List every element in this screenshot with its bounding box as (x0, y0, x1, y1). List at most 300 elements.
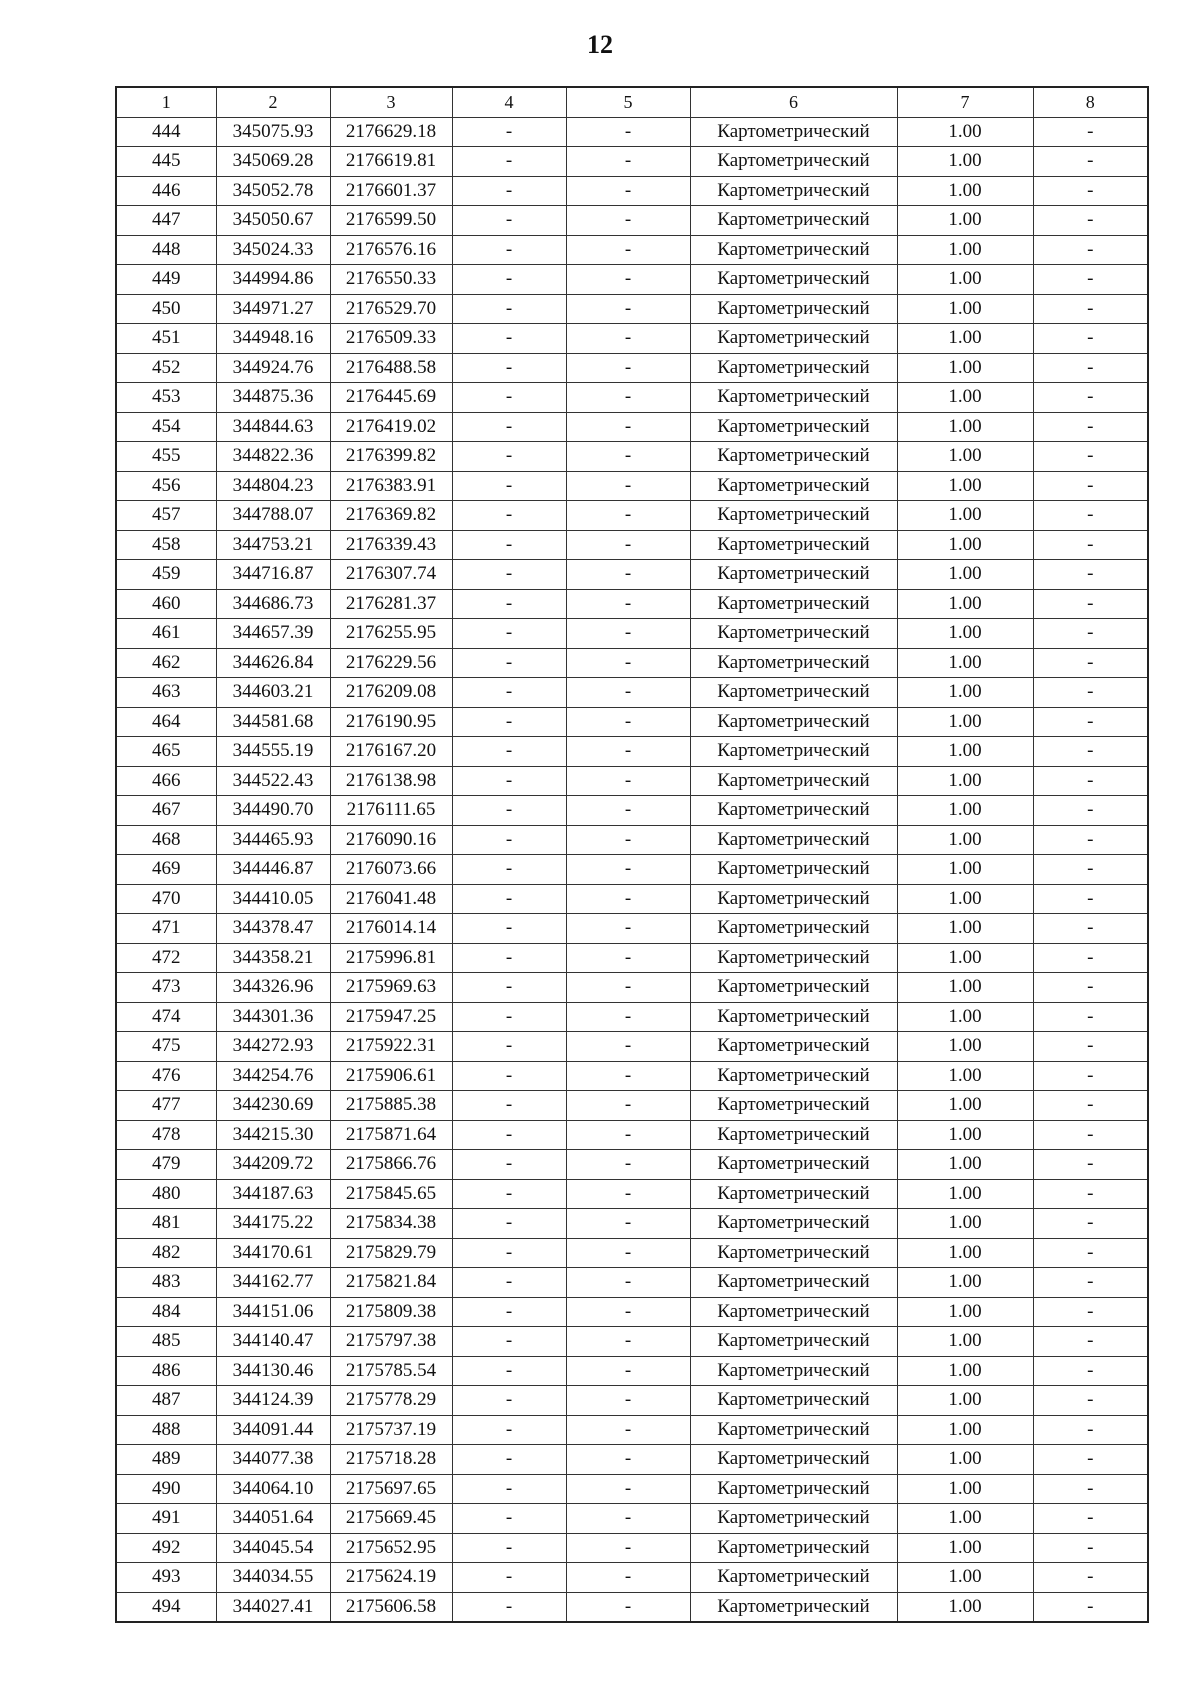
col5-cell: - (566, 353, 690, 383)
method-cell: Картометрический (690, 737, 897, 767)
accuracy-cell: 1.00 (897, 1474, 1033, 1504)
y-coordinate-cell: 2175947.25 (330, 1002, 452, 1032)
col4-cell: - (452, 914, 566, 944)
point-number-cell: 474 (116, 1002, 216, 1032)
accuracy-cell: 1.00 (897, 648, 1033, 678)
col4-cell: - (452, 589, 566, 619)
accuracy-cell: 1.00 (897, 324, 1033, 354)
x-coordinate-cell: 344124.39 (216, 1386, 330, 1416)
col8-cell: - (1033, 176, 1148, 206)
method-cell: Картометрический (690, 1120, 897, 1150)
accuracy-cell: 1.00 (897, 855, 1033, 885)
col8-cell: - (1033, 914, 1148, 944)
col5-cell: - (566, 973, 690, 1003)
x-coordinate-cell: 344170.61 (216, 1238, 330, 1268)
method-cell: Картометрический (690, 1504, 897, 1534)
col5-cell: - (566, 1238, 690, 1268)
table-row (116, 1061, 1148, 1091)
col8-cell: - (1033, 1474, 1148, 1504)
column-header: 1 (116, 87, 216, 117)
table-row (116, 235, 1148, 265)
table-row (116, 1091, 1148, 1121)
point-number-cell: 462 (116, 648, 216, 678)
col8-cell: - (1033, 884, 1148, 914)
point-number-cell: 484 (116, 1297, 216, 1327)
col5-cell: - (566, 383, 690, 413)
table-row (116, 147, 1148, 177)
accuracy-cell: 1.00 (897, 176, 1033, 206)
col5-cell: - (566, 117, 690, 147)
x-coordinate-cell: 344254.76 (216, 1061, 330, 1091)
col4-cell: - (452, 412, 566, 442)
col5-cell: - (566, 1533, 690, 1563)
col4-cell: - (452, 176, 566, 206)
accuracy-cell: 1.00 (897, 943, 1033, 973)
col4-cell: - (452, 383, 566, 413)
col5-cell: - (566, 324, 690, 354)
y-coordinate-cell: 2176111.65 (330, 796, 452, 826)
point-number-cell: 460 (116, 589, 216, 619)
point-number-cell: 487 (116, 1386, 216, 1416)
y-coordinate-cell: 2176599.50 (330, 206, 452, 236)
col5-cell: - (566, 471, 690, 501)
accuracy-cell: 1.00 (897, 766, 1033, 796)
point-number-cell: 470 (116, 884, 216, 914)
col5-cell: - (566, 678, 690, 708)
col4-cell: - (452, 1474, 566, 1504)
method-cell: Картометрический (690, 353, 897, 383)
col8-cell: - (1033, 1120, 1148, 1150)
accuracy-cell: 1.00 (897, 737, 1033, 767)
col5-cell: - (566, 265, 690, 295)
method-cell: Картометрический (690, 235, 897, 265)
table-row (116, 1268, 1148, 1298)
col4-cell: - (452, 943, 566, 973)
col4-cell: - (452, 973, 566, 1003)
col5-cell: - (566, 1120, 690, 1150)
table-row (116, 1563, 1148, 1593)
accuracy-cell: 1.00 (897, 973, 1033, 1003)
col5-cell: - (566, 235, 690, 265)
x-coordinate-cell: 344358.21 (216, 943, 330, 973)
col4-cell: - (452, 1327, 566, 1357)
col4-cell: - (452, 1297, 566, 1327)
method-cell: Картометрический (690, 619, 897, 649)
col5-cell: - (566, 560, 690, 590)
col5-cell: - (566, 1032, 690, 1062)
accuracy-cell: 1.00 (897, 1533, 1033, 1563)
accuracy-cell: 1.00 (897, 353, 1033, 383)
x-coordinate-cell: 345050.67 (216, 206, 330, 236)
col8-cell: - (1033, 1592, 1148, 1622)
col5-cell: - (566, 796, 690, 826)
table-row (116, 678, 1148, 708)
point-number-cell: 461 (116, 619, 216, 649)
method-cell: Картометрический (690, 648, 897, 678)
table-row (116, 619, 1148, 649)
table-row (116, 796, 1148, 826)
table-row (116, 1504, 1148, 1534)
y-coordinate-cell: 2175922.31 (330, 1032, 452, 1062)
x-coordinate-cell: 344804.23 (216, 471, 330, 501)
x-coordinate-cell: 344175.22 (216, 1209, 330, 1239)
point-number-cell: 464 (116, 707, 216, 737)
method-cell: Картометрический (690, 265, 897, 295)
col4-cell: - (452, 353, 566, 383)
x-coordinate-cell: 344326.96 (216, 973, 330, 1003)
x-coordinate-cell: 344581.68 (216, 707, 330, 737)
col4-cell: - (452, 1445, 566, 1475)
point-number-cell: 456 (116, 471, 216, 501)
point-number-cell: 449 (116, 265, 216, 295)
y-coordinate-cell: 2176255.95 (330, 619, 452, 649)
y-coordinate-cell: 2176307.74 (330, 560, 452, 590)
y-coordinate-cell: 2176619.81 (330, 147, 452, 177)
x-coordinate-cell: 344077.38 (216, 1445, 330, 1475)
table-row (116, 1327, 1148, 1357)
x-coordinate-cell: 344522.43 (216, 766, 330, 796)
col5-cell: - (566, 619, 690, 649)
accuracy-cell: 1.00 (897, 206, 1033, 236)
table-row (116, 501, 1148, 531)
col4-cell: - (452, 1563, 566, 1593)
x-coordinate-cell: 344788.07 (216, 501, 330, 531)
point-number-cell: 485 (116, 1327, 216, 1357)
col5-cell: - (566, 176, 690, 206)
y-coordinate-cell: 2176601.37 (330, 176, 452, 206)
method-cell: Картометрический (690, 1268, 897, 1298)
accuracy-cell: 1.00 (897, 442, 1033, 472)
accuracy-cell: 1.00 (897, 501, 1033, 531)
col8-cell: - (1033, 589, 1148, 619)
accuracy-cell: 1.00 (897, 884, 1033, 914)
accuracy-cell: 1.00 (897, 1504, 1033, 1534)
accuracy-cell: 1.00 (897, 589, 1033, 619)
y-coordinate-cell: 2175718.28 (330, 1445, 452, 1475)
method-cell: Картометрический (690, 412, 897, 442)
col4-cell: - (452, 1209, 566, 1239)
point-number-cell: 447 (116, 206, 216, 236)
col5-cell: - (566, 884, 690, 914)
table-row (116, 1356, 1148, 1386)
table-row (116, 560, 1148, 590)
table-row (116, 737, 1148, 767)
x-coordinate-cell: 344272.93 (216, 1032, 330, 1062)
accuracy-cell: 1.00 (897, 914, 1033, 944)
x-coordinate-cell: 344971.27 (216, 294, 330, 324)
x-coordinate-cell: 344130.46 (216, 1356, 330, 1386)
col8-cell: - (1033, 855, 1148, 885)
y-coordinate-cell: 2175969.63 (330, 973, 452, 1003)
col8-cell: - (1033, 1061, 1148, 1091)
table-row (116, 1445, 1148, 1475)
accuracy-cell: 1.00 (897, 825, 1033, 855)
col8-cell: - (1033, 1032, 1148, 1062)
col4-cell: - (452, 1179, 566, 1209)
point-number-cell: 490 (116, 1474, 216, 1504)
point-number-cell: 463 (116, 678, 216, 708)
method-cell: Картометрический (690, 324, 897, 354)
col4-cell: - (452, 1356, 566, 1386)
x-coordinate-cell: 344822.36 (216, 442, 330, 472)
table-row (116, 471, 1148, 501)
col5-cell: - (566, 589, 690, 619)
y-coordinate-cell: 2176419.02 (330, 412, 452, 442)
column-header: 8 (1033, 87, 1148, 117)
col8-cell: - (1033, 1533, 1148, 1563)
method-cell: Картометрический (690, 1445, 897, 1475)
col8-cell: - (1033, 1327, 1148, 1357)
table-row (116, 1002, 1148, 1032)
point-number-cell: 469 (116, 855, 216, 885)
method-cell: Картометрический (690, 1415, 897, 1445)
col5-cell: - (566, 914, 690, 944)
col8-cell: - (1033, 1297, 1148, 1327)
y-coordinate-cell: 2176383.91 (330, 471, 452, 501)
method-cell: Картометрический (690, 1061, 897, 1091)
table-row (116, 530, 1148, 560)
col5-cell: - (566, 206, 690, 236)
point-number-cell: 451 (116, 324, 216, 354)
col8-cell: - (1033, 766, 1148, 796)
col4-cell: - (452, 766, 566, 796)
method-cell: Картометрический (690, 1002, 897, 1032)
col4-cell: - (452, 324, 566, 354)
y-coordinate-cell: 2176509.33 (330, 324, 452, 354)
y-coordinate-cell: 2176339.43 (330, 530, 452, 560)
accuracy-cell: 1.00 (897, 1032, 1033, 1062)
method-cell: Картометрический (690, 766, 897, 796)
x-coordinate-cell: 344230.69 (216, 1091, 330, 1121)
col8-cell: - (1033, 1150, 1148, 1180)
x-coordinate-cell: 344994.86 (216, 265, 330, 295)
method-cell: Картометрический (690, 707, 897, 737)
point-number-cell: 492 (116, 1533, 216, 1563)
method-cell: Картометрический (690, 1327, 897, 1357)
method-cell: Картометрический (690, 884, 897, 914)
table-header-row (116, 87, 1148, 117)
y-coordinate-cell: 2175624.19 (330, 1563, 452, 1593)
col4-cell: - (452, 560, 566, 590)
x-coordinate-cell: 344378.47 (216, 914, 330, 944)
table-row (116, 648, 1148, 678)
col4-cell: - (452, 1415, 566, 1445)
point-number-cell: 477 (116, 1091, 216, 1121)
y-coordinate-cell: 2176445.69 (330, 383, 452, 413)
table-row (116, 766, 1148, 796)
x-coordinate-cell: 344555.19 (216, 737, 330, 767)
accuracy-cell: 1.00 (897, 383, 1033, 413)
x-coordinate-cell: 344064.10 (216, 1474, 330, 1504)
col8-cell: - (1033, 294, 1148, 324)
method-cell: Картометрический (690, 855, 897, 885)
col8-cell: - (1033, 1445, 1148, 1475)
y-coordinate-cell: 2176014.14 (330, 914, 452, 944)
accuracy-cell: 1.00 (897, 1592, 1033, 1622)
method-cell: Картометрический (690, 1091, 897, 1121)
accuracy-cell: 1.00 (897, 1445, 1033, 1475)
method-cell: Картометрический (690, 1209, 897, 1239)
col8-cell: - (1033, 796, 1148, 826)
method-cell: Картометрический (690, 825, 897, 855)
accuracy-cell: 1.00 (897, 1061, 1033, 1091)
col5-cell: - (566, 1445, 690, 1475)
method-cell: Картометрический (690, 1297, 897, 1327)
point-number-cell: 473 (116, 973, 216, 1003)
y-coordinate-cell: 2176576.16 (330, 235, 452, 265)
point-number-cell: 480 (116, 1179, 216, 1209)
y-coordinate-cell: 2176090.16 (330, 825, 452, 855)
col5-cell: - (566, 1592, 690, 1622)
y-coordinate-cell: 2176190.95 (330, 707, 452, 737)
col5-cell: - (566, 1002, 690, 1032)
col4-cell: - (452, 294, 566, 324)
y-coordinate-cell: 2176138.98 (330, 766, 452, 796)
page-number: 12 (587, 30, 613, 59)
point-number-cell: 467 (116, 796, 216, 826)
point-number-cell: 476 (116, 1061, 216, 1091)
accuracy-cell: 1.00 (897, 1386, 1033, 1416)
point-number-cell: 452 (116, 353, 216, 383)
col8-cell: - (1033, 1179, 1148, 1209)
y-coordinate-cell: 2176629.18 (330, 117, 452, 147)
y-coordinate-cell: 2176167.20 (330, 737, 452, 767)
accuracy-cell: 1.00 (897, 1150, 1033, 1180)
y-coordinate-cell: 2175797.38 (330, 1327, 452, 1357)
table-row (116, 707, 1148, 737)
method-cell: Картометрический (690, 206, 897, 236)
col5-cell: - (566, 1209, 690, 1239)
col5-cell: - (566, 1474, 690, 1504)
table-row (116, 914, 1148, 944)
point-number-cell: 475 (116, 1032, 216, 1062)
method-cell: Картометрический (690, 1533, 897, 1563)
x-coordinate-cell: 344716.87 (216, 560, 330, 590)
y-coordinate-cell: 2175606.58 (330, 1592, 452, 1622)
method-cell: Картометрический (690, 294, 897, 324)
method-cell: Картометрический (690, 147, 897, 177)
point-number-cell: 454 (116, 412, 216, 442)
col8-cell: - (1033, 353, 1148, 383)
x-coordinate-cell: 344948.16 (216, 324, 330, 354)
x-coordinate-cell: 344187.63 (216, 1179, 330, 1209)
col5-cell: - (566, 1179, 690, 1209)
col5-cell: - (566, 412, 690, 442)
col8-cell: - (1033, 1504, 1148, 1534)
col5-cell: - (566, 294, 690, 324)
col5-cell: - (566, 1504, 690, 1534)
table-row (116, 1179, 1148, 1209)
col5-cell: - (566, 147, 690, 177)
x-coordinate-cell: 344034.55 (216, 1563, 330, 1593)
y-coordinate-cell: 2175785.54 (330, 1356, 452, 1386)
table-row (116, 1150, 1148, 1180)
x-coordinate-cell: 344465.93 (216, 825, 330, 855)
accuracy-cell: 1.00 (897, 1415, 1033, 1445)
point-number-cell: 488 (116, 1415, 216, 1445)
accuracy-cell: 1.00 (897, 1356, 1033, 1386)
x-coordinate-cell: 345075.93 (216, 117, 330, 147)
x-coordinate-cell: 344091.44 (216, 1415, 330, 1445)
point-number-cell: 494 (116, 1592, 216, 1622)
point-number-cell: 457 (116, 501, 216, 531)
col4-cell: - (452, 471, 566, 501)
accuracy-cell: 1.00 (897, 1120, 1033, 1150)
col8-cell: - (1033, 1563, 1148, 1593)
point-number-cell: 465 (116, 737, 216, 767)
x-coordinate-cell: 344686.73 (216, 589, 330, 619)
method-cell: Картометрический (690, 1150, 897, 1180)
method-cell: Картометрический (690, 1179, 897, 1209)
table-row (116, 1474, 1148, 1504)
col8-cell: - (1033, 1268, 1148, 1298)
col4-cell: - (452, 1592, 566, 1622)
col8-cell: - (1033, 1091, 1148, 1121)
table-row (116, 206, 1148, 236)
point-number-cell: 486 (116, 1356, 216, 1386)
accuracy-cell: 1.00 (897, 1002, 1033, 1032)
table-row (116, 1533, 1148, 1563)
table-row (116, 265, 1148, 295)
col8-cell: - (1033, 973, 1148, 1003)
x-coordinate-cell: 344045.54 (216, 1533, 330, 1563)
x-coordinate-cell: 344140.47 (216, 1327, 330, 1357)
col8-cell: - (1033, 147, 1148, 177)
x-coordinate-cell: 345069.28 (216, 147, 330, 177)
accuracy-cell: 1.00 (897, 678, 1033, 708)
y-coordinate-cell: 2175866.76 (330, 1150, 452, 1180)
point-number-cell: 445 (116, 147, 216, 177)
accuracy-cell: 1.00 (897, 471, 1033, 501)
col8-cell: - (1033, 530, 1148, 560)
x-coordinate-cell: 344446.87 (216, 855, 330, 885)
method-cell: Картометрический (690, 1563, 897, 1593)
accuracy-cell: 1.00 (897, 1327, 1033, 1357)
accuracy-cell: 1.00 (897, 619, 1033, 649)
col5-cell: - (566, 1091, 690, 1121)
table-row (116, 176, 1148, 206)
y-coordinate-cell: 2176041.48 (330, 884, 452, 914)
y-coordinate-cell: 2176073.66 (330, 855, 452, 885)
col4-cell: - (452, 530, 566, 560)
table-row (116, 1386, 1148, 1416)
x-coordinate-cell: 344753.21 (216, 530, 330, 560)
accuracy-cell: 1.00 (897, 117, 1033, 147)
col5-cell: - (566, 737, 690, 767)
y-coordinate-cell: 2175906.61 (330, 1061, 452, 1091)
point-number-cell: 481 (116, 1209, 216, 1239)
x-coordinate-cell: 344657.39 (216, 619, 330, 649)
x-coordinate-cell: 344215.30 (216, 1120, 330, 1150)
accuracy-cell: 1.00 (897, 707, 1033, 737)
method-cell: Картометрический (690, 560, 897, 590)
x-coordinate-cell: 344301.36 (216, 1002, 330, 1032)
col4-cell: - (452, 737, 566, 767)
y-coordinate-cell: 2175809.38 (330, 1297, 452, 1327)
col4-cell: - (452, 619, 566, 649)
col5-cell: - (566, 1327, 690, 1357)
x-coordinate-cell: 344151.06 (216, 1297, 330, 1327)
method-cell: Картометрический (690, 1386, 897, 1416)
method-cell: Картометрический (690, 501, 897, 531)
col4-cell: - (452, 796, 566, 826)
x-coordinate-cell: 344924.76 (216, 353, 330, 383)
col4-cell: - (452, 678, 566, 708)
table-row (116, 589, 1148, 619)
y-coordinate-cell: 2175845.65 (330, 1179, 452, 1209)
col5-cell: - (566, 766, 690, 796)
x-coordinate-cell: 344875.36 (216, 383, 330, 413)
